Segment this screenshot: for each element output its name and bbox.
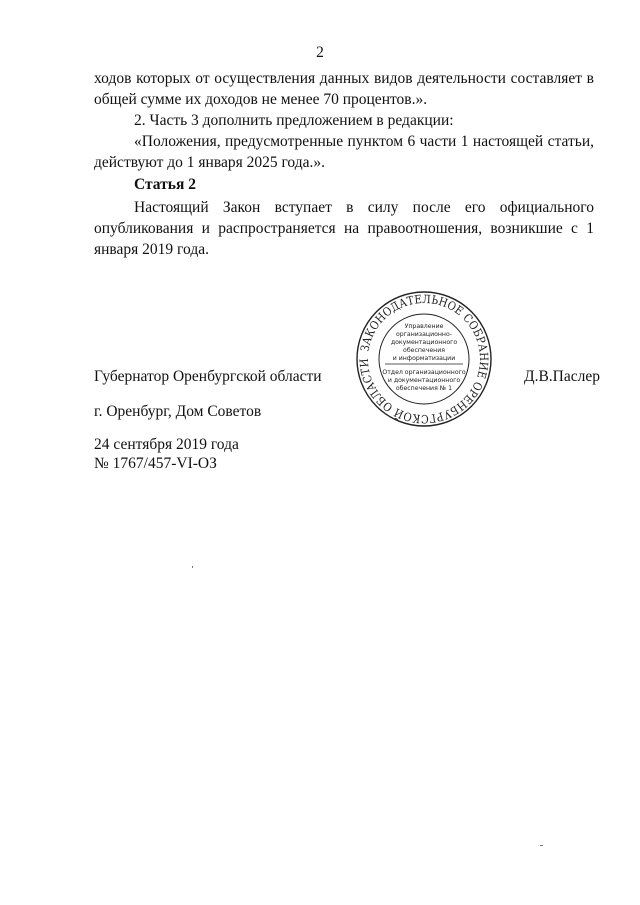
- place-line: г. Оренбург, Дом Советов: [94, 403, 262, 420]
- svg-text:ЗАКОНОДАТЕЛЬНОЕ СОБРАНИЕ ОРЕНБ: ЗАКОНОДАТЕЛЬНОЕ СОБРАНИЕ ОРЕНБУРГСКОЙ ОБЛАСТИ: [356, 291, 492, 427]
- svg-text:документационного: документационного: [390, 339, 458, 346]
- paragraph-continuation: ходов которых от осуществления данных видов деятельности составляет в общей сумме их доходов не менее 70 процентов.».: [94, 70, 594, 108]
- number-line: № 1767/457-VI-ОЗ: [94, 455, 217, 472]
- paragraph-effect: Настоящий Закон вступает в силу после его официального опубликования и распространяется на правоотношения, возникшие с 1 января 2019 года.: [94, 199, 594, 258]
- svg-text:обеспечения № 1: обеспечения № 1: [395, 385, 453, 392]
- page-number: 2: [316, 44, 324, 61]
- svg-text:обеспечения: обеспечения: [403, 347, 445, 354]
- scan-speck: [192, 566, 193, 568]
- article-heading: Статья 2: [134, 176, 196, 193]
- paragraph-amendment: 2. Часть 3 дополнить предложением в редакции:: [134, 112, 454, 129]
- scan-speck: [540, 845, 543, 846]
- svg-text:Управление: Управление: [404, 323, 444, 330]
- svg-text:организационно-: организационно-: [395, 331, 453, 338]
- paragraph-quote: «Положения, предусмотренные пунктом 6 части 1 настоящей статьи, действуют до 1 января 2025 года.».: [94, 133, 594, 171]
- svg-text:и документационного: и документационного: [387, 377, 461, 384]
- signature-position: Губернатор Оренбургской области: [94, 368, 322, 385]
- signature-name: Д.В.Паслер: [524, 368, 600, 385]
- svg-text:и информатизации: и информатизации: [392, 355, 456, 362]
- official-seal: [355, 290, 493, 428]
- svg-text:Отдел организационного: Отдел организационного: [382, 369, 466, 376]
- date-line: 24 сентября 2019 года: [94, 436, 239, 453]
